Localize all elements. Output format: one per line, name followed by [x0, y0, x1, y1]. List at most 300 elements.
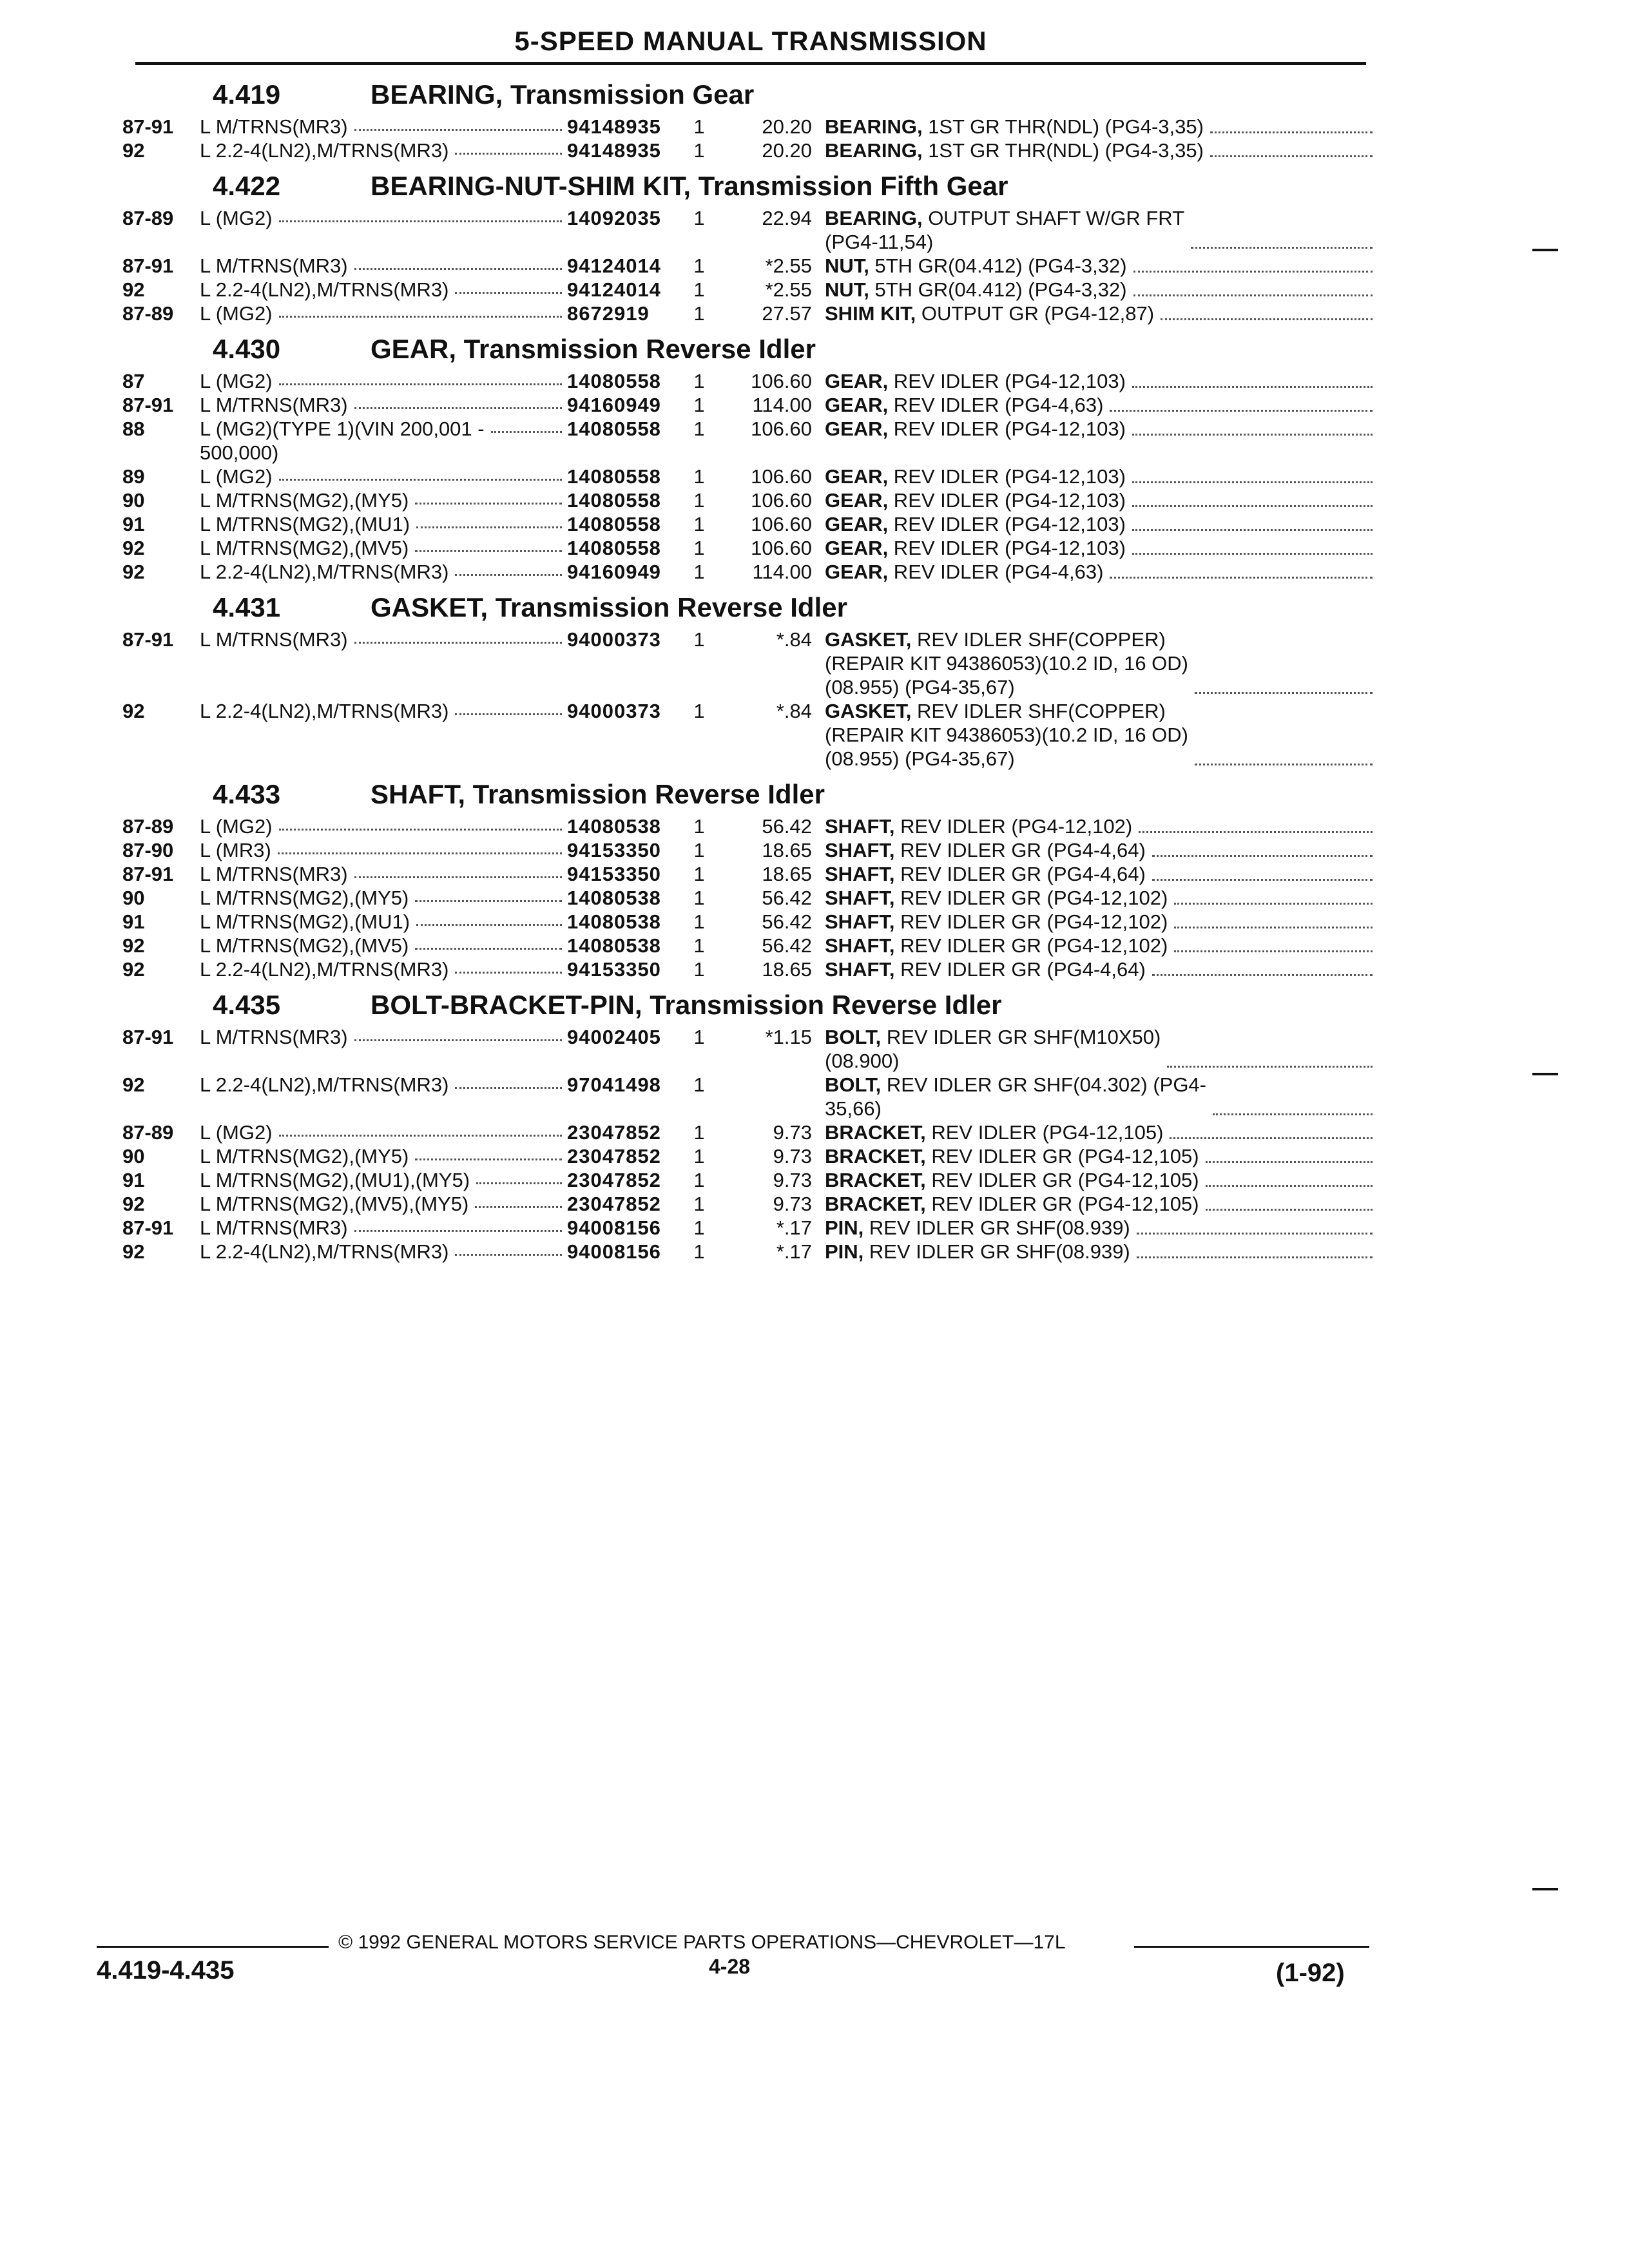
section-title: SHAFT, Transmission Reverse Idler — [371, 779, 825, 809]
description-detail: REV IDLER GR SHF(08.939) — [863, 1216, 1130, 1239]
description-detail: REV IDLER GR SHF(04.302) (PG4- 35,66) — [825, 1073, 1206, 1120]
description-detail: REV IDLER (PG4-12,103) — [888, 465, 1126, 488]
model-year: 87-91 — [122, 863, 174, 885]
quantity: 1 — [693, 887, 705, 909]
dot-leader — [1132, 515, 1373, 531]
quantity: 1 — [693, 839, 705, 861]
dot-leader — [415, 488, 562, 505]
application-text: L 2.2-4(LN2),M/TRNS(MR3) — [200, 278, 449, 301]
description-detail: REV IDLER (PG4-4,63) — [888, 561, 1104, 583]
part-row — [122, 910, 1373, 934]
quantity: 1 — [693, 1169, 705, 1191]
quantity: 1 — [693, 465, 705, 488]
application — [200, 115, 567, 139]
quantity: 1 — [693, 934, 705, 957]
dot-leader — [415, 934, 562, 950]
price: 106.60 — [751, 370, 812, 392]
dot-leader — [1152, 960, 1373, 976]
dot-leader — [1174, 936, 1373, 952]
section-heading — [122, 75, 1373, 115]
application — [200, 862, 567, 886]
description-text — [825, 814, 1132, 838]
dot-leader — [1161, 304, 1373, 320]
dot-leader — [1174, 912, 1373, 928]
application — [200, 1120, 567, 1144]
description-text — [825, 1192, 1199, 1216]
quantity: 1 — [693, 302, 705, 325]
dot-leader — [1137, 1242, 1373, 1258]
part-number: 14080558 — [567, 489, 661, 512]
model-year: 92 — [122, 1193, 145, 1215]
description — [825, 369, 1373, 393]
description-name: SHAFT, — [825, 815, 895, 838]
description-detail: REV IDLER SHF(COPPER) (REPAIR KIT 94386053)(10.2 ID, 16 OD) (08.955) (PG4-35,67) — [825, 700, 1188, 770]
application-text: L 2.2-4(LN2),M/TRNS(MR3) — [200, 958, 449, 981]
quantity: 1 — [693, 1145, 705, 1168]
application-text: L 2.2-4(LN2),M/TRNS(MR3) — [200, 700, 449, 722]
dot-leader — [1133, 256, 1373, 273]
section-number: 4.430 — [213, 334, 281, 364]
price: 18.65 — [762, 839, 812, 861]
dot-leader — [354, 1025, 562, 1041]
catalog-section — [122, 985, 1373, 1264]
description — [825, 1144, 1373, 1168]
price: 9.73 — [773, 1193, 812, 1215]
margin-mark — [1532, 1888, 1558, 1890]
description-detail: REV IDLER (PG4-12,103) — [888, 418, 1126, 440]
description-text — [825, 115, 1204, 139]
dot-leader — [416, 910, 562, 926]
model-year: 87-91 — [122, 1216, 174, 1239]
margin-mark — [1532, 1073, 1558, 1075]
part-row — [122, 934, 1373, 957]
part-row — [122, 1073, 1373, 1120]
application-text: L M/TRNS(MR3) — [200, 628, 348, 651]
application — [200, 814, 567, 838]
part-row — [122, 393, 1373, 417]
description-detail: 5TH GR(04.412) (PG4-3,32) — [869, 255, 1127, 277]
description-text — [825, 957, 1146, 981]
price: 18.65 — [762, 958, 812, 981]
description-detail: REV IDLER GR SHF(08.939) — [863, 1240, 1130, 1263]
description-name: GEAR, — [825, 465, 889, 488]
quantity: 1 — [693, 489, 705, 512]
description-text — [825, 206, 1184, 254]
catalog-section — [122, 774, 1373, 981]
description-text — [825, 512, 1126, 536]
application-text: L M/TRNS(MG2),(MU1) — [200, 513, 410, 535]
dot-leader — [1133, 280, 1373, 296]
part-row — [122, 465, 1373, 488]
price: 22.94 — [762, 207, 812, 229]
part-number: 94153350 — [567, 839, 661, 861]
application-text: L (MG2) — [200, 302, 273, 325]
description — [825, 1168, 1373, 1192]
description — [825, 1240, 1373, 1264]
description-detail: REV IDLER GR (PG4-4,64) — [894, 958, 1146, 981]
part-row — [122, 115, 1373, 139]
dot-leader — [1110, 396, 1373, 412]
description-text — [825, 369, 1126, 393]
description-text — [825, 1144, 1199, 1168]
description-name: GEAR, — [825, 561, 889, 583]
description-text — [825, 910, 1168, 934]
description — [825, 814, 1373, 838]
description — [825, 699, 1373, 771]
description-name: NUT, — [825, 278, 869, 301]
part-row — [122, 957, 1373, 981]
price: 106.60 — [751, 465, 812, 488]
part-row — [122, 278, 1373, 302]
part-row — [122, 302, 1373, 325]
catalog-section — [122, 329, 1373, 584]
application — [200, 254, 567, 278]
description-detail: REV IDLER GR (PG4-12,105) — [925, 1145, 1199, 1168]
description-text — [825, 254, 1127, 278]
application — [200, 369, 567, 393]
price: *.17 — [776, 1216, 812, 1239]
part-row — [122, 1144, 1373, 1168]
section-title: GEAR, Transmission Reverse Idler — [371, 334, 816, 364]
dot-leader — [354, 862, 562, 878]
description-detail: OUTPUT GR (PG4-12,87) — [916, 302, 1155, 325]
description-name: BOLT, — [825, 1073, 882, 1096]
part-number: 14080558 — [567, 370, 661, 392]
dot-leader — [354, 1216, 562, 1232]
quantity: 1 — [693, 1026, 705, 1048]
application-text: L M/TRNS(MG2),(MV5) — [200, 934, 409, 957]
model-year: 87-91 — [122, 628, 174, 651]
price: 56.42 — [762, 815, 812, 838]
part-number: 14080538 — [567, 934, 661, 957]
price: 114.00 — [752, 394, 812, 416]
dot-leader — [1170, 1123, 1373, 1139]
quantity: 1 — [693, 863, 705, 885]
model-year: 87-91 — [122, 115, 174, 138]
description-detail: REV IDLER GR (PG4-4,64) — [894, 863, 1146, 885]
dot-leader — [1174, 889, 1373, 905]
application-text: L (MG2) — [200, 815, 273, 838]
quantity: 1 — [693, 394, 705, 416]
description-text — [825, 465, 1126, 488]
section-heading — [122, 985, 1373, 1025]
application-text: L M/TRNS(MG2),(MU1) — [200, 910, 410, 933]
part-number: 14080558 — [567, 513, 661, 535]
model-year: 89 — [122, 465, 145, 488]
model-year: 90 — [122, 887, 145, 909]
description-name: BRACKET, — [825, 1169, 926, 1191]
description — [825, 302, 1373, 325]
part-number: 97041498 — [567, 1073, 661, 1096]
parts-catalog — [122, 75, 1373, 1267]
price: 106.60 — [751, 489, 812, 512]
application-text: L 2.2-4(LN2),M/TRNS(MR3) — [200, 139, 449, 162]
description-name: BEARING, — [825, 115, 923, 138]
dot-leader — [1213, 1099, 1373, 1115]
model-year: 92 — [122, 139, 145, 162]
description — [825, 488, 1373, 512]
quantity: 1 — [693, 278, 705, 301]
part-number: 94160949 — [567, 394, 661, 416]
application — [200, 628, 567, 651]
part-number: 8672919 — [567, 302, 650, 325]
model-year: 92 — [122, 537, 145, 559]
price: *2.55 — [765, 255, 812, 277]
application — [200, 1216, 567, 1240]
dot-leader — [1206, 1195, 1373, 1211]
description-detail: REV IDLER GR (PG4-12,102) — [894, 934, 1168, 957]
model-year: 87-91 — [122, 255, 174, 277]
description — [825, 536, 1373, 560]
part-row — [122, 560, 1373, 584]
description-text — [825, 393, 1103, 417]
application-text: L M/TRNS(MR3) — [200, 115, 348, 138]
description-name: BEARING, — [825, 139, 923, 162]
description-detail: REV IDLER GR (PG4-12,105) — [925, 1193, 1199, 1215]
part-row — [122, 862, 1373, 886]
section-heading — [122, 588, 1373, 628]
application — [200, 488, 567, 512]
application-text: L (MR3) — [200, 839, 271, 861]
dot-leader — [1139, 817, 1373, 833]
description-name: BRACKET, — [825, 1121, 926, 1144]
quantity: 1 — [693, 1193, 705, 1215]
description-detail: REV IDLER GR (PG4-12,102) — [894, 910, 1168, 933]
price: 56.42 — [762, 910, 812, 933]
application-text: L (MG2) — [200, 370, 273, 392]
description-name: GEAR, — [825, 418, 889, 440]
description — [825, 934, 1373, 957]
description-text — [825, 1240, 1130, 1264]
description-name: GEAR, — [825, 537, 889, 559]
model-year: 87-89 — [122, 815, 174, 838]
description-text — [825, 862, 1146, 886]
dot-leader — [415, 886, 562, 902]
application-text: L M/TRNS(MG2),(MU1),(MY5) — [200, 1169, 470, 1191]
dot-leader — [279, 302, 562, 318]
price: 20.20 — [762, 139, 812, 162]
part-number: 94153350 — [567, 958, 661, 981]
description-name: GEAR, — [825, 489, 889, 512]
dot-leader — [476, 1168, 562, 1184]
description-name: BOLT, — [825, 1026, 882, 1048]
dot-leader — [415, 1144, 562, 1160]
model-year: 92 — [122, 561, 145, 583]
part-row — [122, 206, 1373, 254]
quantity: 1 — [693, 115, 705, 138]
description — [825, 886, 1373, 910]
description-detail: REV IDLER (PG4-12,103) — [888, 513, 1126, 535]
description-name: BRACKET, — [825, 1145, 926, 1168]
description — [825, 910, 1373, 934]
description-name: GASKET, — [825, 700, 912, 722]
price: 20.20 — [762, 115, 812, 138]
part-number: 14080538 — [567, 815, 661, 838]
description-detail: REV IDLER GR (PG4-12,102) — [894, 887, 1168, 909]
application-text: L M/TRNS(MR3) — [200, 255, 348, 277]
description-text — [825, 139, 1204, 162]
dot-leader — [491, 417, 562, 433]
application — [200, 278, 567, 302]
application — [200, 206, 567, 230]
application-text: L M/TRNS(MR3) — [200, 1216, 348, 1239]
description-name: SHAFT, — [825, 934, 895, 957]
model-year: 91 — [122, 513, 145, 535]
dot-leader — [455, 1073, 562, 1089]
description — [825, 139, 1373, 162]
part-row — [122, 1192, 1373, 1216]
dot-leader — [1132, 491, 1373, 507]
description-name: NUT, — [825, 255, 869, 277]
model-year: 87-89 — [122, 1121, 174, 1144]
part-row — [122, 488, 1373, 512]
description-name: SHAFT, — [825, 910, 895, 933]
description-name: GEAR, — [825, 394, 889, 416]
model-year: 87-91 — [122, 1026, 174, 1048]
part-number: 23047852 — [567, 1193, 661, 1215]
model-year: 92 — [122, 700, 145, 722]
part-number: 23047852 — [567, 1145, 661, 1168]
quantity: 1 — [693, 370, 705, 392]
application — [200, 512, 567, 536]
part-row — [122, 417, 1373, 465]
dot-leader — [279, 1120, 562, 1137]
application — [200, 417, 567, 465]
quantity: 1 — [693, 628, 705, 651]
quantity: 1 — [693, 815, 705, 838]
description-detail: REV IDLER (PG4-12,103) — [888, 537, 1126, 559]
application — [200, 1025, 567, 1049]
application — [200, 560, 567, 584]
description — [825, 957, 1373, 981]
part-row — [122, 1216, 1373, 1240]
application — [200, 1144, 567, 1168]
description-detail: REV IDLER SHF(COPPER) (REPAIR KIT 94386053)(10.2 ID, 16 OD) (08.955) (PG4-35,67) — [825, 628, 1188, 698]
price: 106.60 — [751, 418, 812, 440]
part-row — [122, 1168, 1373, 1192]
quantity: 1 — [693, 513, 705, 535]
footer-date: (1-92) — [1276, 1959, 1345, 1987]
dot-leader — [1110, 562, 1373, 579]
model-year: 87-91 — [122, 394, 174, 416]
application-text: L M/TRNS(MG2),(MY5) — [200, 887, 409, 909]
part-row — [122, 699, 1373, 771]
price: *2.55 — [765, 278, 812, 301]
description — [825, 838, 1373, 862]
price: 27.57 — [762, 302, 812, 325]
dot-leader — [415, 536, 562, 552]
description — [825, 465, 1373, 488]
application — [200, 934, 567, 957]
footer-section-range: 4.419-4.435 — [97, 1956, 235, 1984]
application-text: L 2.2-4(LN2),M/TRNS(MR3) — [200, 561, 449, 583]
model-year: 91 — [122, 1169, 145, 1191]
description-detail: REV IDLER GR SHF(M10X50) (08.900) — [825, 1026, 1161, 1072]
description — [825, 206, 1373, 254]
catalog-section — [122, 166, 1373, 325]
application-text: L M/TRNS(MR3) — [200, 863, 348, 885]
dot-leader — [1152, 865, 1373, 881]
description-detail: REV IDLER GR (PG4-12,105) — [925, 1169, 1199, 1191]
part-number: 94000373 — [567, 628, 661, 651]
dot-leader — [455, 957, 562, 974]
model-year: 90 — [122, 1145, 145, 1168]
model-year: 87-89 — [122, 207, 174, 229]
dot-leader — [1206, 1171, 1373, 1187]
dot-leader — [354, 628, 562, 644]
part-number: 14080538 — [567, 910, 661, 933]
price: *1.15 — [765, 1026, 812, 1048]
dot-leader — [1167, 1052, 1373, 1068]
quantity: 1 — [693, 1216, 705, 1239]
application — [200, 886, 567, 910]
application-text: L (MG2) — [200, 465, 273, 488]
application-text: L (MG2) — [200, 207, 273, 229]
dot-leader — [455, 139, 562, 155]
part-row — [122, 628, 1373, 699]
model-year: 92 — [122, 278, 145, 301]
application-text: L 2.2-4(LN2),M/TRNS(MR3) — [200, 1240, 449, 1263]
price: 9.73 — [773, 1145, 812, 1168]
dot-leader — [354, 254, 562, 270]
dot-leader — [1195, 678, 1373, 694]
part-row — [122, 536, 1373, 560]
part-number: 94148935 — [567, 139, 661, 162]
part-row — [122, 1240, 1373, 1264]
dot-leader — [278, 838, 562, 854]
dot-leader — [416, 512, 562, 528]
description-detail: REV IDLER GR (PG4-4,64) — [894, 839, 1146, 861]
description-text — [825, 417, 1126, 441]
dot-leader — [455, 1240, 562, 1256]
dot-leader — [455, 278, 562, 294]
dot-leader — [1132, 419, 1373, 436]
description-name: GEAR, — [825, 370, 889, 392]
part-number: 14080538 — [567, 887, 661, 909]
application — [200, 302, 567, 325]
description-detail: 5TH GR(04.412) (PG4-3,32) — [869, 278, 1127, 301]
footer-copyright: © 1992 GENERAL MOTORS SERVICE PARTS OPERATIONS—CHEVROLET—17L — [338, 1932, 1066, 1953]
section-title: BEARING, Transmission Gear — [371, 79, 755, 110]
part-row — [122, 838, 1373, 862]
quantity: 1 — [693, 910, 705, 933]
description-detail: REV IDLER (PG4-12,103) — [888, 370, 1126, 392]
description-detail: REV IDLER (PG4-4,63) — [888, 394, 1104, 416]
price: 56.42 — [762, 887, 812, 909]
dot-leader — [354, 115, 562, 131]
section-number: 4.422 — [213, 171, 281, 201]
quantity: 1 — [693, 418, 705, 440]
dot-leader — [455, 699, 562, 715]
application-text: L M/TRNS(MR3) — [200, 394, 348, 416]
description-text — [825, 699, 1188, 771]
description-detail: REV IDLER (PG4-12,105) — [925, 1121, 1164, 1144]
part-number: 94000373 — [567, 700, 661, 722]
application-text: L M/TRNS(MG2),(MV5),(MY5) — [200, 1193, 469, 1215]
description-name: SHAFT, — [825, 958, 895, 981]
description — [825, 1120, 1373, 1144]
description — [825, 560, 1373, 584]
application — [200, 1168, 567, 1192]
description-text — [825, 560, 1103, 584]
description-text — [825, 1073, 1206, 1120]
description-name: BEARING, — [825, 207, 923, 229]
description-text — [825, 1120, 1163, 1144]
dot-leader — [279, 814, 562, 831]
section-heading — [122, 774, 1373, 814]
part-number: 14080558 — [567, 418, 661, 440]
dot-leader — [354, 393, 562, 409]
